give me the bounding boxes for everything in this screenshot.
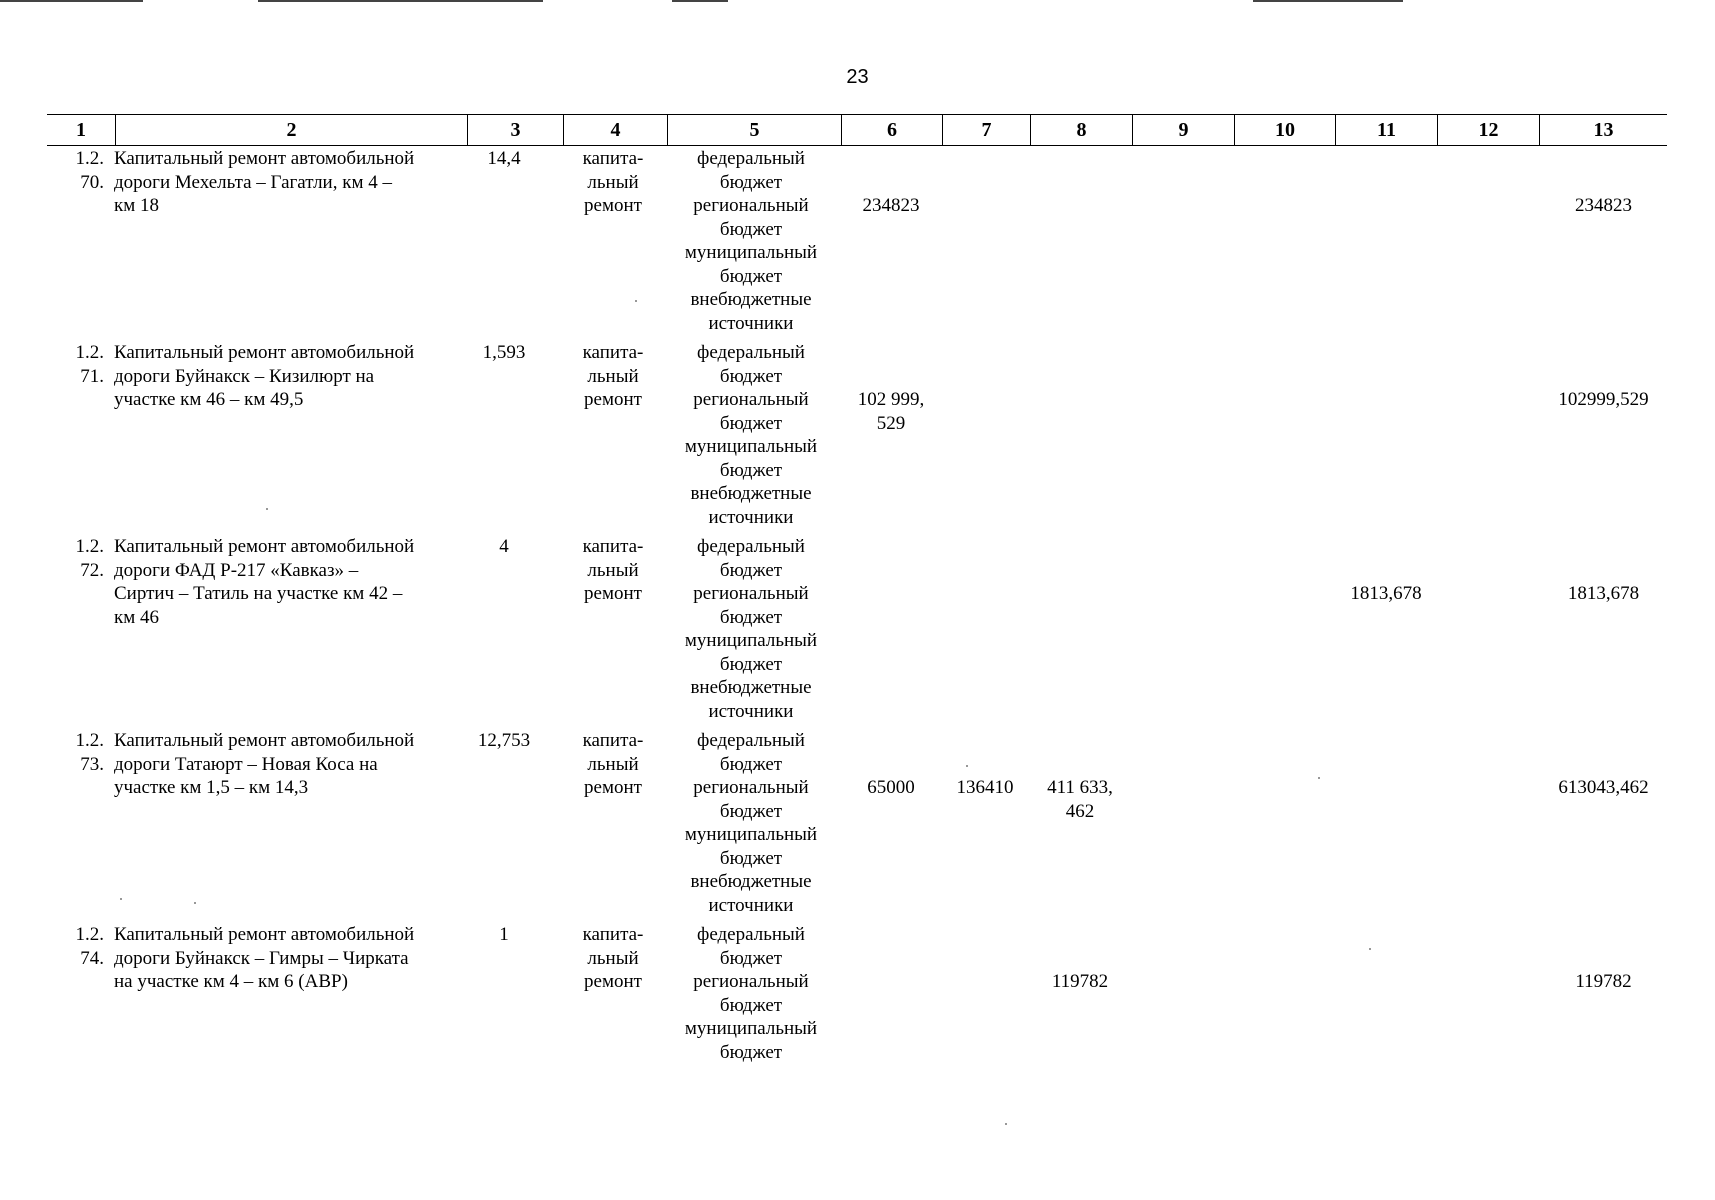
- funding-sources-line: муниципальный: [684, 824, 818, 845]
- funding-sources-line: внебюджетные: [690, 483, 812, 504]
- scan-edge-line: [258, 0, 543, 2]
- funding-sources-line: источники: [708, 700, 794, 722]
- value-col-8-line: 119782: [1051, 971, 1109, 992]
- funding-sources-line: бюджет: [719, 800, 783, 822]
- funding-sources-line: бюджет: [719, 947, 783, 969]
- scan-edge-line: [0, 0, 143, 2]
- value-col-11-line: 1813,678: [1350, 583, 1422, 604]
- header-col-7: 7: [942, 115, 1030, 145]
- road-name-line: дороги Буйнакск – Гимры – Чирката: [114, 947, 409, 969]
- work-type-line: ремонт: [584, 777, 642, 798]
- funding-sources-line: муниципальный: [684, 242, 818, 263]
- funding-sources-line: источники: [708, 312, 794, 334]
- work-type-line: льный: [587, 365, 639, 387]
- funding-sources-line: бюджет: [719, 459, 783, 481]
- value-col-6-line: 102 999,: [857, 389, 925, 410]
- header-col-3: 3: [467, 115, 563, 145]
- row-number-line: 73.: [80, 753, 104, 775]
- value-col-13-line: 119782: [1575, 971, 1632, 992]
- scan-speck: [966, 765, 968, 767]
- road-name-line: Сиртич – Татиль на участке км 42 –: [114, 583, 403, 604]
- row-number: [54, 923, 104, 970]
- funding-sources-line: внебюджетные: [690, 677, 812, 698]
- header-col-9: 9: [1132, 115, 1234, 145]
- row-number: [54, 147, 104, 194]
- road-name-line: дороги Татаюрт – Новая Коса на: [114, 753, 378, 775]
- funding-sources: [665, 729, 837, 917]
- value-col-13: [1541, 776, 1666, 800]
- work-type: [563, 535, 663, 606]
- value-col-6-line: 529: [876, 412, 906, 434]
- road-name-line: Капитальный ремонт автомобильной: [114, 730, 415, 751]
- funding-sources: [665, 147, 837, 335]
- work-type-line: капита-: [582, 730, 644, 751]
- funding-sources-line: региональный: [693, 971, 809, 992]
- funding-sources: [665, 535, 837, 723]
- scan-speck: [120, 898, 122, 900]
- work-type-line: ремонт: [584, 389, 642, 410]
- row-number: [54, 535, 104, 582]
- road-name-line: участке км 1,5 – км 14,3: [114, 777, 309, 798]
- funding-sources-line: бюджет: [719, 412, 783, 434]
- funding-sources-line: муниципальный: [684, 630, 818, 651]
- header-col-6: 6: [841, 115, 942, 145]
- scan-speck: [635, 300, 637, 302]
- work-type-line: льный: [587, 947, 639, 969]
- road-name: [114, 147, 449, 218]
- road-length: 1,593: [482, 342, 526, 363]
- row-number-line: 1.2.: [75, 536, 104, 557]
- scan-speck: [194, 902, 196, 904]
- scan-edge-line: [1253, 0, 1403, 2]
- header-col-8: 8: [1030, 115, 1132, 145]
- row-number-line: 1.2.: [75, 342, 104, 363]
- work-type: [563, 341, 663, 412]
- value-col-7-line: 136410: [956, 777, 1014, 798]
- work-type: [563, 147, 663, 218]
- road-name-line: дороги Мехельта – Гагатли, км 4 –: [114, 171, 392, 193]
- road-name-line: дороги Буйнакск – Кизилюрт на: [114, 365, 375, 387]
- table-header: [47, 114, 1667, 146]
- header-col-4: 4: [563, 115, 667, 145]
- work-type-line: льный: [587, 171, 639, 193]
- row-number-line: 1.2.: [75, 148, 104, 169]
- road-name-line: на участке км 4 – км 6 (АВР): [114, 971, 348, 992]
- header-col-5: 5: [667, 115, 841, 145]
- row-number-line: 1.2.: [75, 924, 104, 945]
- row-number-line: 71.: [80, 365, 104, 387]
- road-name: [114, 923, 449, 994]
- work-type-line: капита-: [582, 536, 644, 557]
- road-name-line: км 46: [114, 606, 160, 628]
- row-number: [54, 341, 104, 388]
- funding-sources-line: бюджет: [719, 653, 783, 675]
- funding-sources-line: региональный: [693, 583, 809, 604]
- funding-sources-line: бюджет: [719, 1041, 783, 1063]
- funding-sources-line: источники: [708, 506, 794, 528]
- funding-sources-line: бюджет: [719, 847, 783, 869]
- funding-sources-line: бюджет: [719, 753, 783, 775]
- funding-sources-line: региональный: [693, 389, 809, 410]
- funding-sources-line: бюджет: [719, 365, 783, 387]
- value-col-6-line: 65000: [867, 777, 915, 798]
- funding-sources-line: федеральный: [697, 342, 805, 363]
- road-name-line: дороги ФАД Р-217 «Кавказ» –: [114, 559, 359, 581]
- funding-sources-line: бюджет: [719, 171, 783, 193]
- funding-sources-line: внебюджетные: [690, 871, 812, 892]
- funding-sources-line: муниципальный: [684, 1018, 818, 1039]
- funding-sources-line: бюджет: [719, 994, 783, 1016]
- value-col-8-line: 411 633,: [1047, 777, 1113, 798]
- road-name-line: Капитальный ремонт автомобильной: [114, 342, 415, 363]
- funding-sources-line: муниципальный: [684, 436, 818, 457]
- work-type: [563, 923, 663, 994]
- road-name-line: участке км 46 – км 49,5: [114, 389, 304, 410]
- work-type: [563, 729, 663, 800]
- header-col-13: 13: [1539, 115, 1667, 145]
- road-name: [114, 535, 449, 629]
- road-name: [114, 729, 449, 800]
- value-col-8: [1030, 776, 1130, 823]
- value-col-11: [1336, 582, 1436, 606]
- road-name-line: Капитальный ремонт автомобильной: [114, 536, 415, 557]
- value-col-13: [1541, 194, 1666, 218]
- work-type-line: льный: [587, 559, 639, 581]
- road-name-line: км 18: [114, 195, 160, 216]
- value-col-13: [1541, 388, 1666, 412]
- value-col-13: [1541, 970, 1666, 994]
- page-number: 23: [846, 66, 869, 88]
- funding-sources-line: региональный: [693, 777, 809, 798]
- funding-sources-line: бюджет: [719, 559, 783, 581]
- row-number-line: 74.: [80, 947, 104, 969]
- work-type-line: льный: [587, 753, 639, 775]
- work-type-line: ремонт: [584, 195, 642, 216]
- funding-sources: [665, 923, 837, 1064]
- row-number-line: 72.: [80, 559, 104, 581]
- funding-sources-line: федеральный: [697, 730, 805, 751]
- value-col-13-line: 102999,529: [1558, 389, 1649, 410]
- road-length: 12,753: [477, 730, 531, 751]
- road-length: 4: [499, 536, 509, 557]
- value-col-6: [841, 388, 941, 435]
- scan-speck: [1318, 777, 1320, 779]
- funding-sources-line: федеральный: [697, 536, 805, 557]
- work-type-line: ремонт: [584, 971, 642, 992]
- funding-sources-line: бюджет: [719, 606, 783, 628]
- scan-edge-line: [672, 0, 728, 2]
- row-number-line: 1.2.: [75, 730, 104, 751]
- value-col-8-line: 462: [1065, 800, 1095, 822]
- header-col-11: 11: [1335, 115, 1437, 145]
- road-length: 14,4: [487, 148, 521, 169]
- funding-sources-line: бюджет: [719, 265, 783, 287]
- funding-sources-line: федеральный: [697, 924, 805, 945]
- funding-sources-line: источники: [708, 894, 794, 916]
- funding-sources-line: внебюджетные: [690, 289, 812, 310]
- value-col-13-line: 1813,678: [1567, 583, 1640, 604]
- road-name-line: Капитальный ремонт автомобильной: [114, 148, 415, 169]
- road-length: 1: [499, 924, 509, 945]
- road-name: [114, 341, 449, 412]
- work-type-line: капита-: [582, 924, 644, 945]
- scan-speck: [1005, 1123, 1007, 1125]
- work-type-line: капита-: [582, 148, 644, 169]
- scan-speck: [266, 508, 268, 510]
- funding-sources-line: региональный: [693, 195, 809, 216]
- work-type-line: капита-: [582, 342, 644, 363]
- value-col-6: [841, 776, 941, 800]
- header-col-12: 12: [1437, 115, 1539, 145]
- work-type-line: ремонт: [584, 583, 642, 604]
- funding-sources: [665, 341, 837, 529]
- header-col-10: 10: [1234, 115, 1335, 145]
- scan-speck: [1369, 948, 1371, 950]
- header-col-2: 2: [115, 115, 467, 145]
- value-col-13-line: 613043,462: [1558, 777, 1649, 798]
- funding-sources-line: бюджет: [719, 218, 783, 240]
- row-number: [54, 729, 104, 776]
- road-name-line: Капитальный ремонт автомобильной: [114, 924, 415, 945]
- value-col-7: [935, 776, 1035, 800]
- value-col-6: [841, 194, 941, 218]
- row-number-line: 70.: [80, 171, 104, 193]
- header-col-1: 1: [76, 119, 86, 141]
- funding-sources-line: федеральный: [697, 148, 805, 169]
- value-col-13: [1541, 582, 1666, 606]
- value-col-6-line: 234823: [862, 195, 920, 216]
- value-col-8: [1030, 970, 1130, 994]
- value-col-13-line: 234823: [1575, 195, 1632, 216]
